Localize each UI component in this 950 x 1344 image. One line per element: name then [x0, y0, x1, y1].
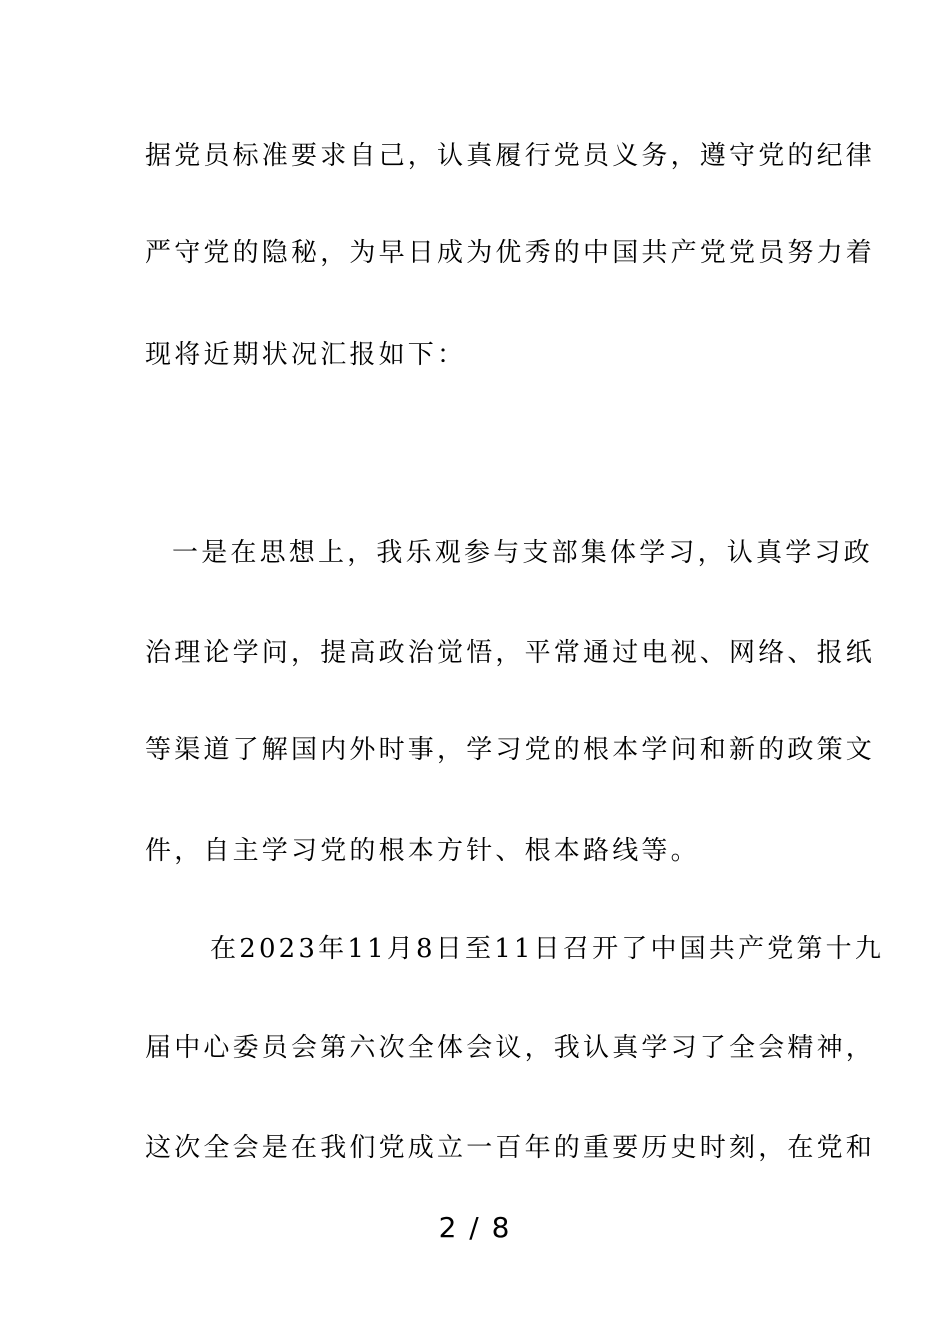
text-line: 治理论学问，提高政治觉悟，平常通过电视、网络、报纸: [145, 638, 876, 668]
page-number: 2 / 8: [438, 1211, 512, 1244]
text-line: 这次全会是在我们党成立一百年的重要历史时刻，在党和: [145, 1133, 876, 1163]
text-line: 等渠道了解国内外时事，学习党的根本学问和新的政策文: [145, 735, 876, 765]
text-line: 现将近期状况汇报如下：: [145, 340, 467, 370]
text-line: 在2023年11月8日至11日召开了中国共产党第十九: [210, 934, 885, 964]
text-line: 一是在思想上，我乐观参与支部集体学习，认真学习政: [172, 538, 873, 568]
text-line: 届中心委员会第六次全体会议，我认真学习了全会精神，: [145, 1033, 876, 1063]
text-line: 据党员标准要求自己，认真履行党员义务，遵守党的纪律: [145, 141, 876, 171]
text-line: 严守党的隐秘，为早日成为优秀的中国共产党党员努力着: [145, 238, 876, 268]
text-line: 件，自主学习党的根本方针、根本路线等。: [145, 836, 700, 866]
